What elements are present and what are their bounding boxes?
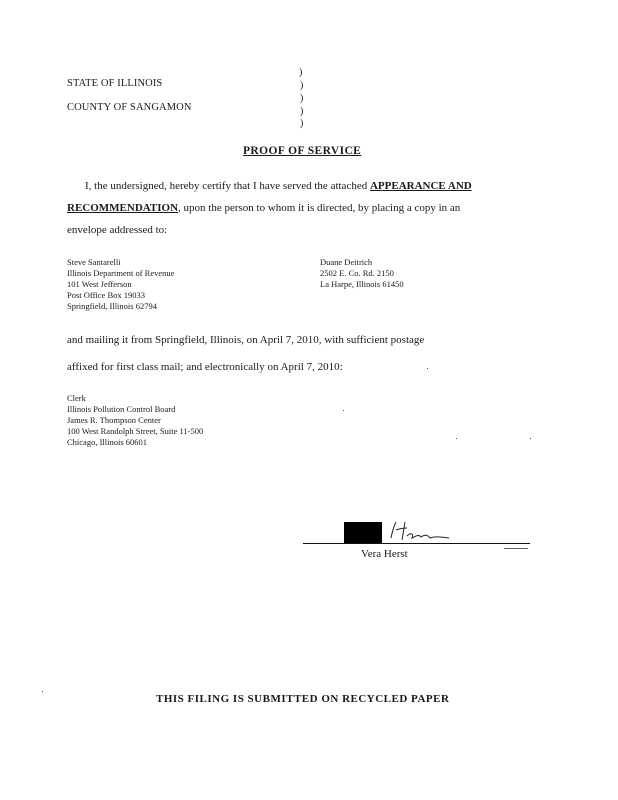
address-line: Clerk (67, 393, 86, 403)
scan-speck (456, 438, 457, 439)
signer-name: Vera Herst (361, 548, 408, 560)
redaction-box (344, 522, 382, 544)
caption-paren-5: ) (300, 118, 304, 129)
caption-paren-1: ) (299, 67, 303, 78)
address-line: Illinois Pollution Control Board (67, 404, 176, 414)
caption-paren-4: ) (300, 106, 304, 117)
certify-line-3: envelope addressed to: (67, 224, 168, 236)
certify-line-2 (67, 202, 460, 214)
caption-paren-2: ) (300, 80, 304, 91)
recycled-paper-notice: THIS FILING IS SUBMITTED ON RECYCLED PAPER (156, 693, 450, 705)
address-line: 100 West Randolph Street, Suite 11-500 (67, 426, 204, 436)
scan-speck (42, 691, 43, 692)
mailing-line-1: and mailing it from Springfield, Illinois, on April 7, 2010, with sufficient postage (67, 334, 425, 346)
address-line: Duane Deitrich (320, 257, 373, 267)
recipient-address-right (320, 257, 404, 290)
handwritten-signature (383, 518, 463, 546)
scan-speck (530, 438, 531, 439)
certify-text-2: , upon the person to whom it is directed, by placing a copy in an (178, 202, 461, 214)
caption-county: COUNTY OF SANGAMON (67, 102, 192, 113)
scan-speck (343, 410, 344, 411)
mailing-line-2: affixed for first class mail; and electronically on April 7, 2010: (67, 361, 343, 373)
address-line: 101 West Jefferson (67, 279, 132, 289)
address-line: 2502 E. Co. Rd. 2150 (320, 268, 394, 278)
document-title-part-2: RECOMMENDATION (67, 202, 179, 214)
certify-line-1 (85, 180, 472, 192)
address-line: Post Office Box 19033 (67, 290, 145, 300)
caption-state: STATE OF ILLINOIS (67, 78, 163, 89)
address-line: Springfield, Illinois 62794 (67, 301, 157, 311)
recipient-address-left (67, 257, 174, 312)
scan-speck (427, 368, 428, 369)
certify-text: I, the undersigned, hereby certify that I have served the attached (85, 180, 370, 192)
address-line: Illinois Department of Revenue (67, 268, 175, 278)
address-line: Steve Santarelli (67, 257, 121, 267)
address-line: Chicago, Illinois 60601 (67, 437, 148, 447)
clerk-address (67, 393, 203, 448)
document-title-part-1: APPEARANCE AND (369, 180, 472, 192)
address-line: James R. Thompson Center (67, 415, 161, 425)
page-title: PROOF OF SERVICE (243, 145, 362, 157)
signature-line (303, 543, 530, 544)
caption-paren-3: ) (300, 93, 304, 104)
address-line: La Harpe, Illinois 61450 (320, 279, 404, 289)
signature-line-mark (504, 548, 528, 549)
